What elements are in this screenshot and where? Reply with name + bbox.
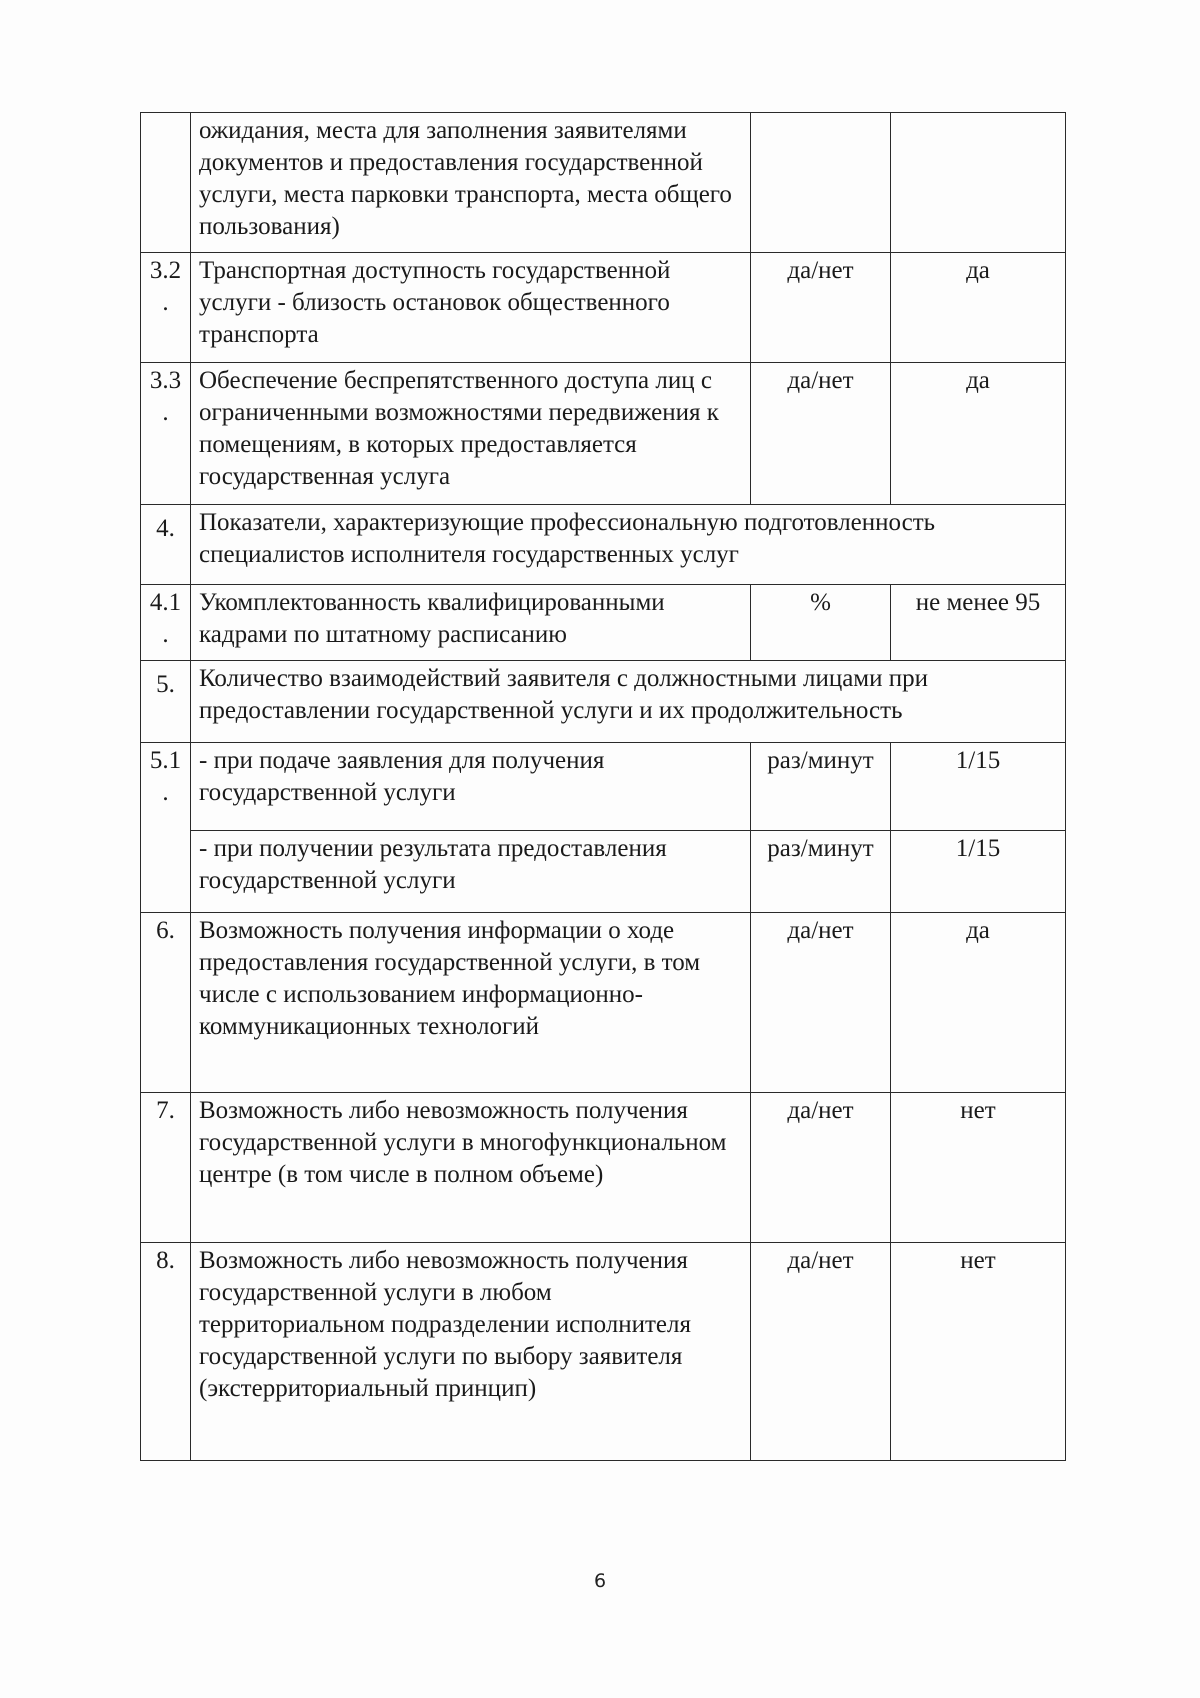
section-row [141, 661, 1066, 743]
table-row [141, 913, 1066, 1093]
row-text: - при подаче заявления для получения государственной услуги [191, 743, 751, 831]
row-number: 5. [141, 661, 191, 743]
row-text: - при получении результата предоставления государственной услуги [191, 831, 751, 913]
table-row [141, 743, 1066, 831]
row-number: 8. [141, 1243, 191, 1461]
row-value: 1/15 [891, 831, 1066, 913]
row-unit [751, 113, 891, 253]
table-row [141, 113, 1066, 253]
row-number: 7. [141, 1093, 191, 1243]
row-unit: да/нет [751, 363, 891, 505]
row-number [141, 113, 191, 253]
section-heading: Количество взаимодействий заявителя с должностными лицами при предоставлении государственной услуги и их продолжительность [191, 661, 1066, 743]
row-unit: % [751, 585, 891, 661]
row-number: 5.1. [141, 743, 191, 913]
row-value: не менее 95 [891, 585, 1066, 661]
row-unit: да/нет [751, 253, 891, 363]
row-unit: да/нет [751, 1093, 891, 1243]
row-number: 6. [141, 913, 191, 1093]
row-number: 3.3. [141, 363, 191, 505]
row-number: 4. [141, 505, 191, 585]
row-value [891, 113, 1066, 253]
row-text: Укомплектованность квалифицированными кадрами по штатному расписанию [191, 585, 751, 661]
row-value: нет [891, 1093, 1066, 1243]
row-value: да [891, 913, 1066, 1093]
section-heading: Показатели, характеризующие профессиональную подготовленность специалистов исполнителя государственных услуг [191, 505, 1066, 585]
row-unit: да/нет [751, 913, 891, 1093]
page-number: 6 [593, 1570, 607, 1592]
row-text: Транспортная доступность государственной услуги - близость остановок общественного транспорта [191, 253, 751, 363]
row-number: 4.1. [141, 585, 191, 661]
table-row [141, 831, 1066, 913]
row-unit: раз/минут [751, 743, 891, 831]
table-row [141, 363, 1066, 505]
table-row [141, 253, 1066, 363]
row-text: ожидания, места для заполнения заявителями документов и предоставления государственной услуги, места парковки транспорта, места общего пользования) [191, 113, 751, 253]
row-text: Возможность либо невозможность получения государственной услуги в многофункциональном центре (в том числе в полном объеме) [191, 1093, 751, 1243]
row-unit: да/нет [751, 1243, 891, 1461]
table-row [141, 1243, 1066, 1461]
row-unit: раз/минут [751, 831, 891, 913]
row-text: Возможность получения информации о ходе предоставления государственной услуги, в том числе с использованием информационно-коммуникационных технологий [191, 913, 751, 1093]
table-row [141, 1093, 1066, 1243]
section-row [141, 505, 1066, 585]
row-text: Возможность либо невозможность получения государственной услуги в любом территориальном подразделении исполнителя государственной услуги по выбору заявителя (экстерриториальный принцип) [191, 1243, 751, 1461]
indicators-table [140, 112, 1066, 1461]
row-value: нет [891, 1243, 1066, 1461]
row-value: да [891, 363, 1066, 505]
row-text: Обеспечение беспрепятственного доступа лиц с ограниченными возможностями передвижения к помещениям, в которых предоставляется государственная услуга [191, 363, 751, 505]
row-value: да [891, 253, 1066, 363]
row-number: 3.2. [141, 253, 191, 363]
table-row [141, 585, 1066, 661]
row-value: 1/15 [891, 743, 1066, 831]
